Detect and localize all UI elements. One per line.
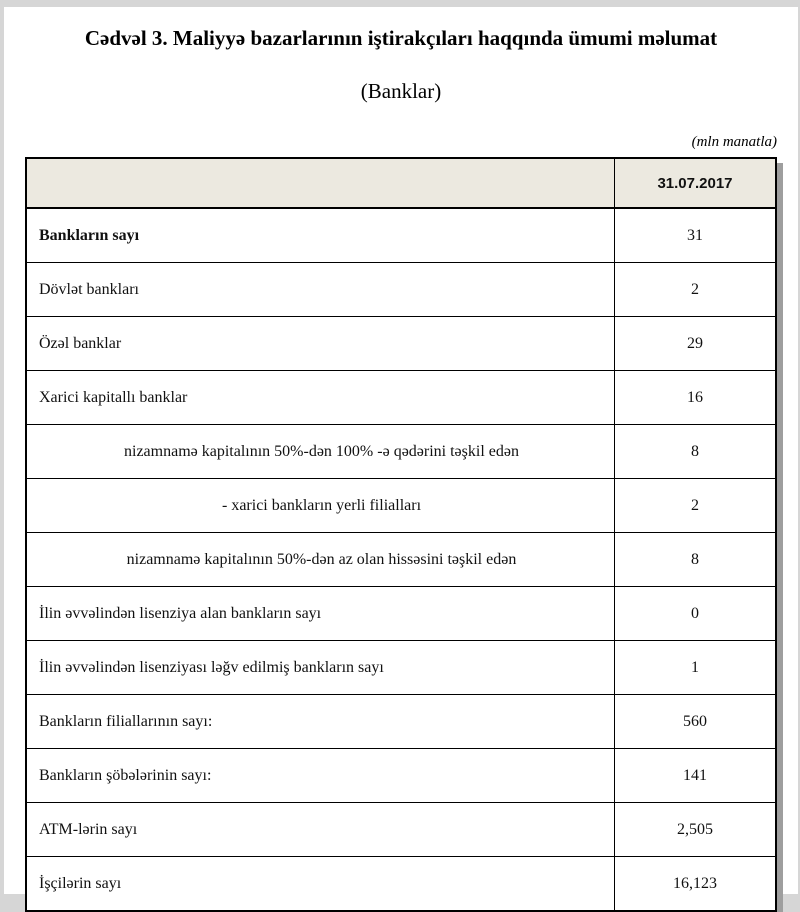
row-label: Bankların sayı <box>26 208 615 263</box>
row-label: nizamnamə kapitalının 50%-dən 100% -ə qədərini təşkil edən <box>26 425 615 479</box>
row-value: 8 <box>615 533 777 587</box>
table-row <box>26 317 776 371</box>
row-label: nizamnamə kapitalının 50%-dən az olan hissəsini təşkil edən <box>26 533 615 587</box>
table-row <box>26 803 776 857</box>
table-row <box>26 857 776 912</box>
row-label: Xarici kapitallı banklar <box>26 371 615 425</box>
document-page <box>4 7 798 894</box>
banks-table <box>25 157 777 912</box>
row-label: İlin əvvəlindən lisenziya alan bankların sayı <box>26 587 615 641</box>
table-header-row <box>26 158 776 208</box>
table-row <box>26 479 776 533</box>
row-value: 29 <box>615 317 777 371</box>
row-value: 16,123 <box>615 857 777 912</box>
header-empty-cell <box>26 158 615 208</box>
table-row <box>26 695 776 749</box>
row-label: İlin əvvəlindən lisenziyası ləğv edilmiş bankların sayı <box>26 641 615 695</box>
row-value: 2 <box>615 479 777 533</box>
row-value: 16 <box>615 371 777 425</box>
row-label: İşçilərin sayı <box>26 857 615 912</box>
row-value: 0 <box>615 587 777 641</box>
table-row <box>26 208 776 263</box>
row-value: 2,505 <box>615 803 777 857</box>
row-label: ATM-lərin sayı <box>26 803 615 857</box>
row-value: 141 <box>615 749 777 803</box>
row-value: 560 <box>615 695 777 749</box>
row-label: Bankların filiallarının sayı: <box>26 695 615 749</box>
unit-note: (mln manatla) <box>691 134 777 151</box>
table-row <box>26 641 776 695</box>
table-row <box>26 371 776 425</box>
row-value: 1 <box>615 641 777 695</box>
row-value: 8 <box>615 425 777 479</box>
row-label: Dövlət bankları <box>26 263 615 317</box>
row-value: 2 <box>615 263 777 317</box>
row-label: Özəl banklar <box>26 317 615 371</box>
table-row <box>26 263 776 317</box>
row-label: - xarici bankların yerli filialları <box>26 479 615 533</box>
table-row <box>26 533 776 587</box>
row-label: Bankların şöbələrinin sayı: <box>26 749 615 803</box>
table-row <box>26 587 776 641</box>
table-row <box>26 749 776 803</box>
table-row <box>26 425 776 479</box>
table-body <box>26 208 776 911</box>
page-title: Cədvəl 3. Maliyyə bazarlarının iştirakçıları haqqında ümumi məlumat <box>84 26 718 50</box>
page-subtitle: (Banklar) <box>360 79 442 104</box>
row-value: 31 <box>615 208 777 263</box>
header-date-cell: 31.07.2017 <box>615 158 777 208</box>
